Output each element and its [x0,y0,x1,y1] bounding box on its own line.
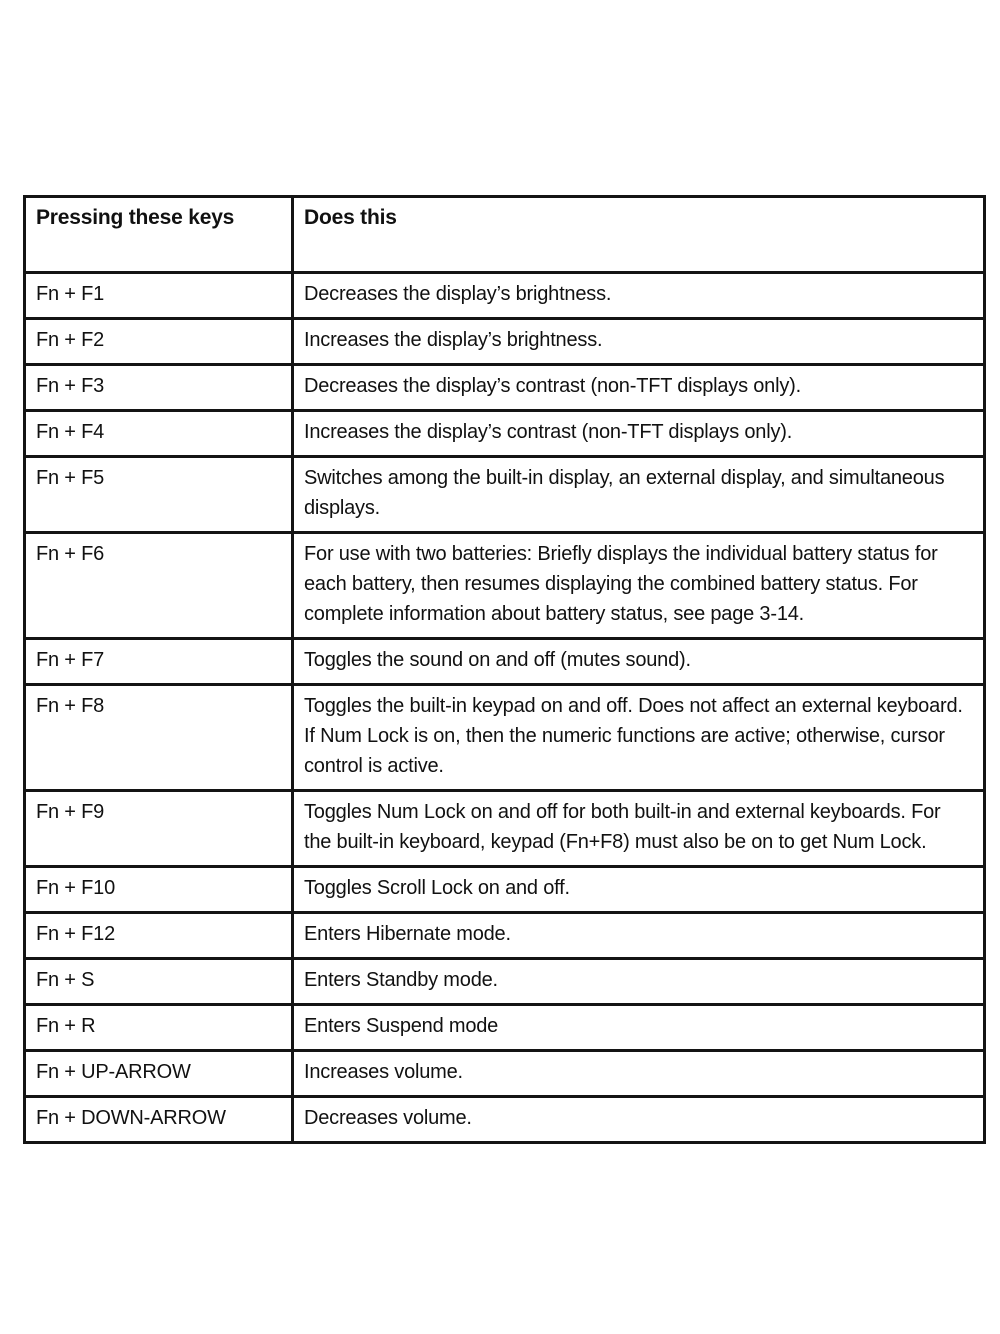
table-row [25,1097,985,1143]
key-combo-cell: Fn + F4 [25,411,293,457]
action-cell: Increases volume. [293,1051,985,1097]
key-combo-cell: Fn + F10 [25,867,293,913]
key-combo-cell: Fn + F12 [25,913,293,959]
action-cell: Toggles Scroll Lock on and off. [293,867,985,913]
action-cell: Enters Suspend mode [293,1005,985,1051]
table-row [25,457,985,533]
action-cell: Increases the display’s brightness. [293,319,985,365]
table-row [25,639,985,685]
table-row [25,411,985,457]
action-cell: For use with two batteries: Briefly displays the individual battery status for each battery, then resumes displaying the combined battery status. For complete information about battery status, see page 3-14. [293,533,985,639]
key-combo-cell: Fn + F5 [25,457,293,533]
table-header-row [25,197,985,273]
table-row [25,959,985,1005]
key-combo-cell: Fn + S [25,959,293,1005]
table-row [25,913,985,959]
column-header-does: Does this [293,197,985,273]
table-row [25,533,985,639]
action-cell: Decreases the display’s contrast (non-TFT displays only). [293,365,985,411]
key-combo-cell: Fn + DOWN-ARROW [25,1097,293,1143]
action-cell: Enters Standby mode. [293,959,985,1005]
action-cell: Enters Hibernate mode. [293,913,985,959]
table-row [25,319,985,365]
action-cell: Toggles the built-in keypad on and off. Does not affect an external keyboard. If Num Lock is on, then the numeric functions are active; otherwise, cursor control is active. [293,685,985,791]
table-row [25,1005,985,1051]
key-combo-cell: Fn + F9 [25,791,293,867]
action-cell: Increases the display’s contrast (non-TFT displays only). [293,411,985,457]
column-header-keys: Pressing these keys [25,197,293,273]
action-cell: Toggles Num Lock on and off for both built-in and external keyboards. For the built-in keyboard, keypad (Fn+F8) must also be on to get Num Lock. [293,791,985,867]
key-combo-cell: Fn + F6 [25,533,293,639]
action-cell: Switches among the built-in display, an external display, and simultaneous displays. [293,457,985,533]
action-cell: Toggles the sound on and off (mutes sound). [293,639,985,685]
action-cell: Decreases the display’s brightness. [293,273,985,319]
table-row [25,791,985,867]
table-row [25,685,985,791]
key-combo-cell: Fn + F2 [25,319,293,365]
key-combo-cell: Fn + F8 [25,685,293,791]
action-cell: Decreases volume. [293,1097,985,1143]
key-combo-cell: Fn + F3 [25,365,293,411]
table-row [25,1051,985,1097]
key-combo-cell: Fn + R [25,1005,293,1051]
table-row [25,273,985,319]
table-row [25,365,985,411]
key-combo-cell: Fn + F1 [25,273,293,319]
key-combo-cell: Fn + UP-ARROW [25,1051,293,1097]
fn-key-functions-table [23,195,986,1144]
key-combo-cell: Fn + F7 [25,639,293,685]
table-row [25,867,985,913]
